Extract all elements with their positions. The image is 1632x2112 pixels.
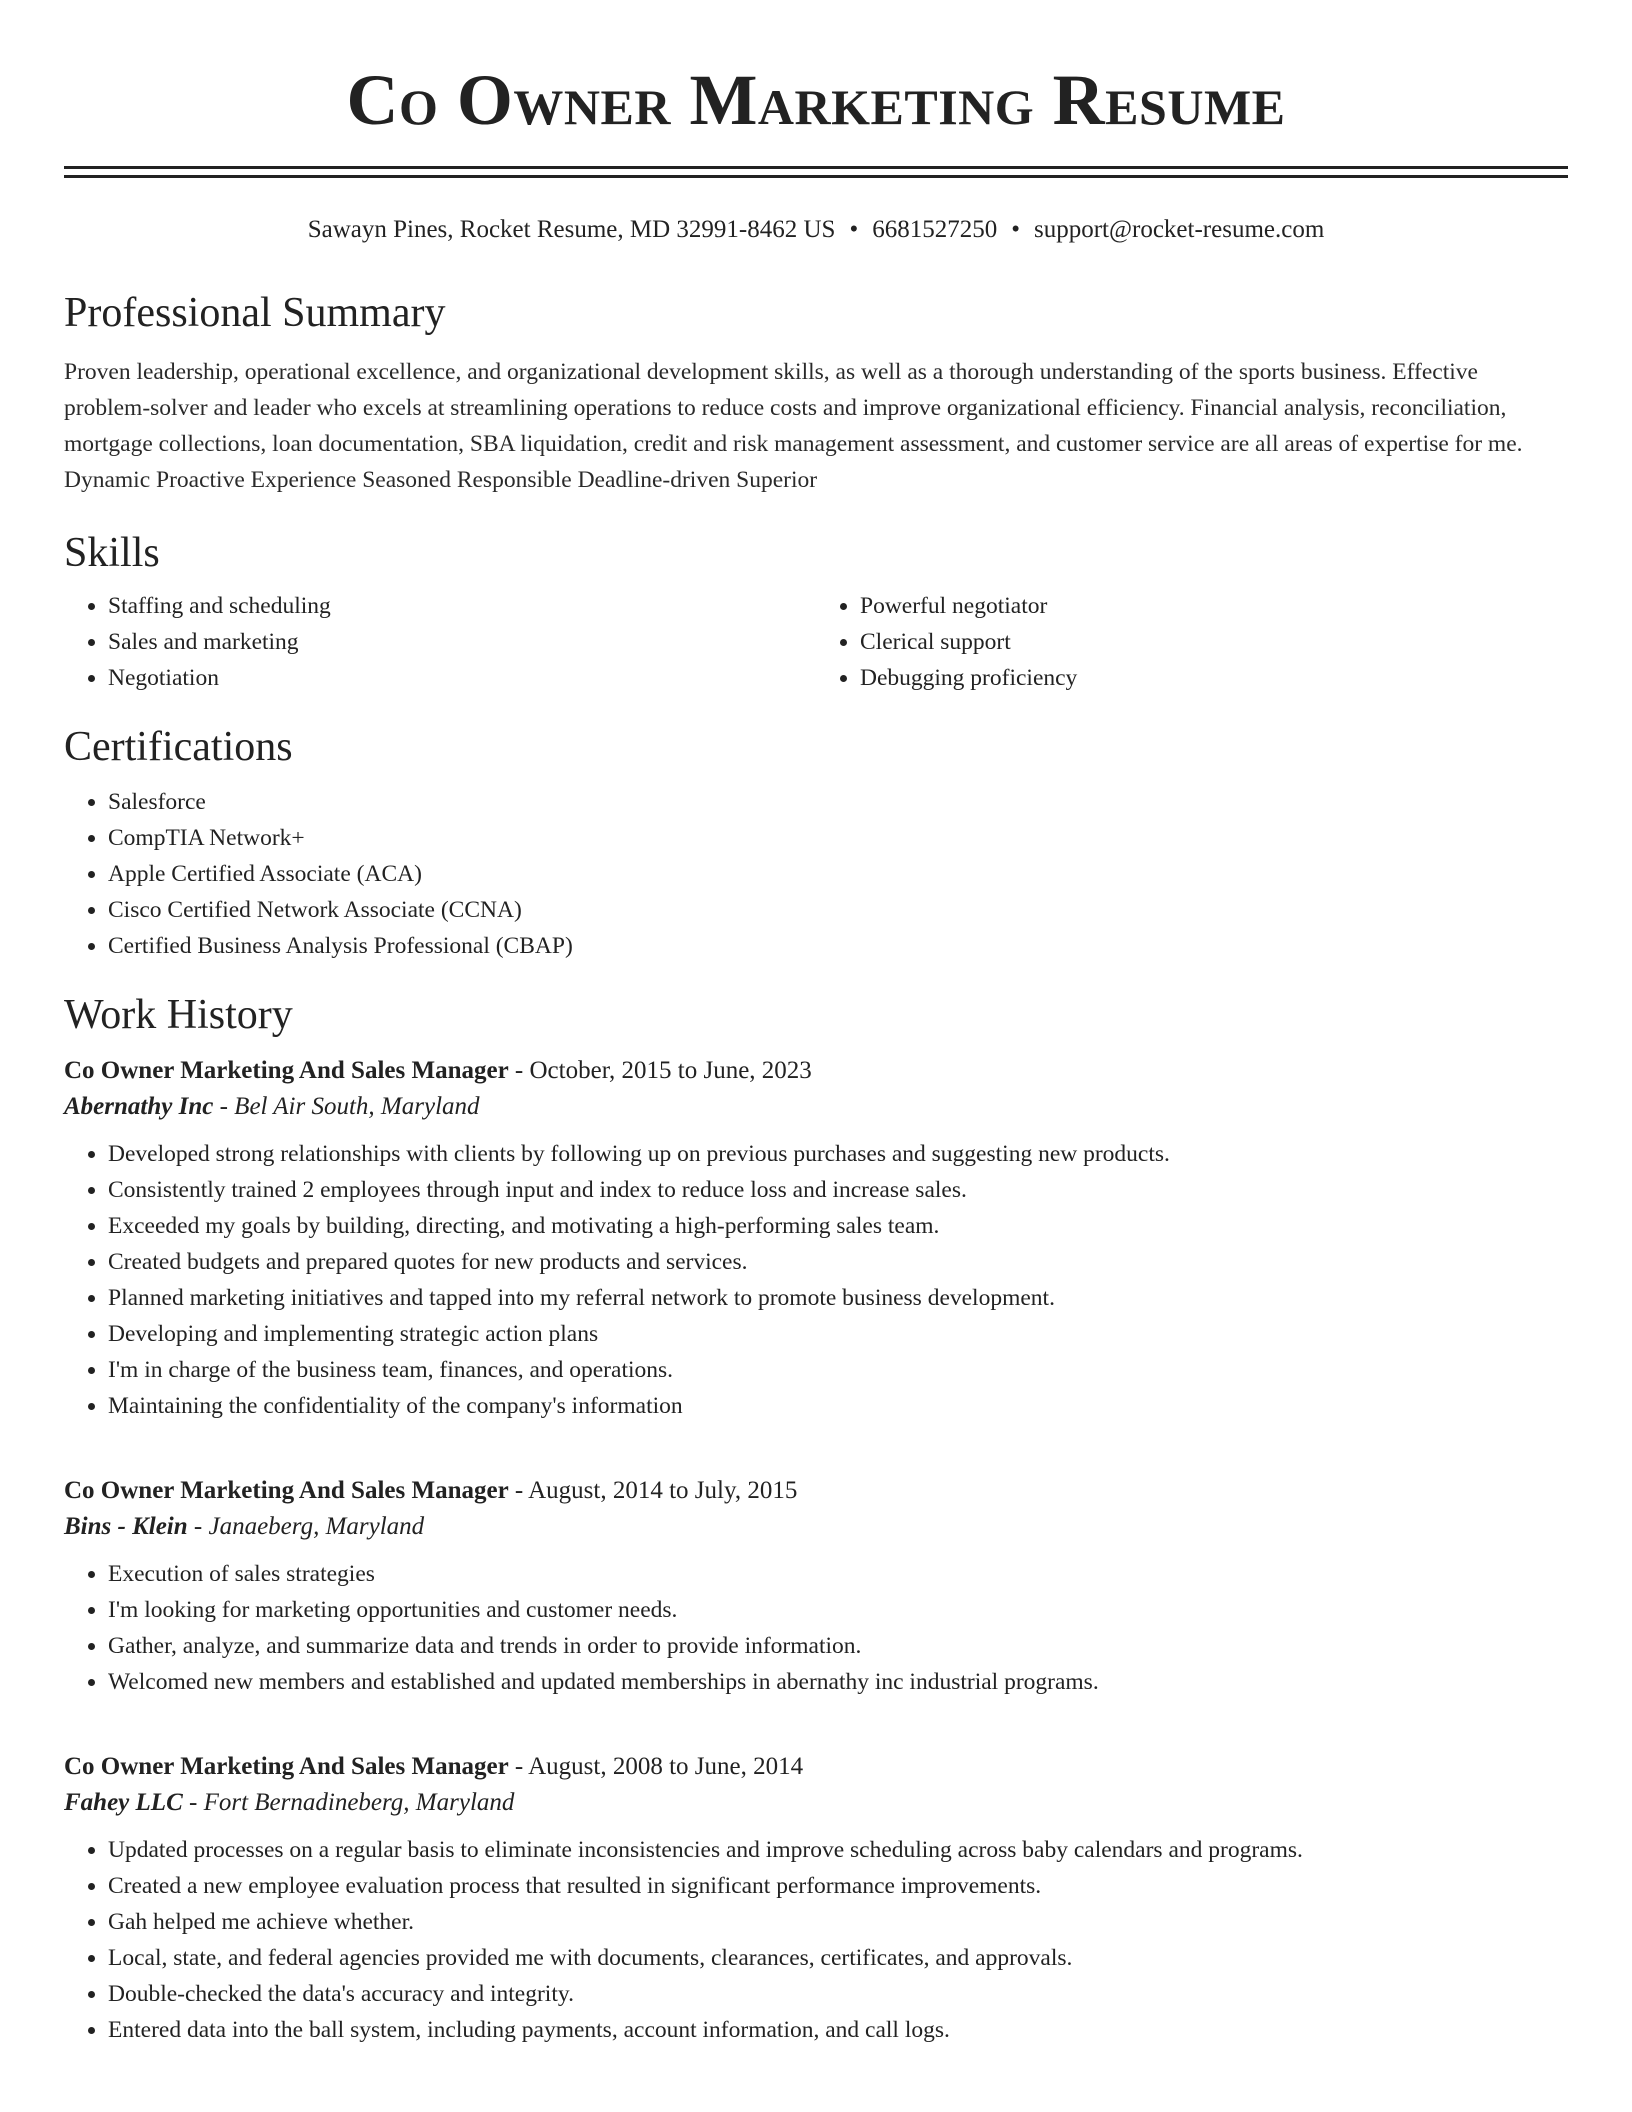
job-company: Fahey LLC (64, 1789, 183, 1816)
work-history-section (64, 990, 1568, 2048)
certification-item: • Apple Certified Associate (ACA) (108, 856, 1568, 892)
certifications-list (64, 784, 1568, 964)
skills-section (64, 528, 1568, 696)
job-company-line (64, 1508, 1568, 1546)
job-bullets (64, 1832, 1568, 2048)
certifications-heading: Certifications (64, 724, 293, 770)
job-bullet: • Developed strong relationships with clients by following up on previous purchases and suggesting new products. (108, 1136, 1568, 1172)
job-title: Co Owner Marketing And Sales Manager (64, 1477, 509, 1504)
summary-text: Proven leadership, operational excellence, and organizational development skills, as well as a thorough understanding of the sports business. Effective problem-solver and leader who excels at streamlining operations to reduce costs and improve organizational efficiency. Financial analysis, reconciliation, mortgage collections, loan documentation, SBA liquidation, credit and risk management assessment, and customer service are all areas of expertise for me. Dynamic Proactive Experience Seasoned Responsible Deadline-driven Superior (64, 359, 1523, 493)
certification-item: • CompTIA Network+ (108, 820, 1568, 856)
skill-item: • Sales and marketing (108, 624, 816, 660)
job-company: Bins - Klein (64, 1513, 188, 1540)
job-bullets (64, 1556, 1568, 1700)
job-bullet: • I'm in charge of the business team, finances, and operations. (108, 1352, 1568, 1388)
certification-item: • Salesforce (108, 784, 1568, 820)
job-bullet: • Created a new employee evaluation process that resulted in significant performance improvements. (108, 1868, 1568, 1904)
job-dates: - October, 2015 to June, 2023 (508, 1057, 812, 1084)
contact-phone: 6681527250 (872, 216, 998, 243)
skill-item: • Clerical support (860, 624, 1568, 660)
contact-separator: • (1011, 216, 1020, 243)
job-entry (64, 1474, 1568, 1700)
certification-item: • Cisco Certified Network Associate (CCNA) (108, 892, 1568, 928)
job-bullet: • Exceeded my goals by building, directing, and motivating a high-performing sales team. (108, 1208, 1568, 1244)
job-bullet: • Double-checked the data's accuracy and integrity. (108, 1976, 1568, 2012)
skills-heading: Skills (64, 530, 160, 576)
skills-list-left (64, 588, 816, 696)
job-bullets (64, 1136, 1568, 1424)
job-title: Co Owner Marketing And Sales Manager (64, 1753, 509, 1780)
title-rule-top (64, 166, 1568, 169)
job-bullet: • Developing and implementing strategic action plans (108, 1316, 1568, 1352)
title-rule-bottom (64, 175, 1568, 178)
job-bullet: • Entered data into the ball system, including payments, account information, and call logs. (108, 2012, 1568, 2048)
summary-section (64, 288, 1568, 498)
resume-title: Co Owner Marketing Resume (346, 60, 1286, 140)
job-bullet: • Gather, analyze, and summarize data and trends in order to provide information. (108, 1628, 1568, 1664)
job-title-line (64, 1474, 1568, 1508)
contact-line (64, 214, 1568, 246)
job-location: - Bel Air South, Maryland (213, 1093, 480, 1120)
job-bullet: • Consistently trained 2 employees through input and index to reduce loss and increase sales. (108, 1172, 1568, 1208)
job-bullet: • Planned marketing initiatives and tapped into my referral network to promote business development. (108, 1280, 1568, 1316)
job-bullet: • Updated processes on a regular basis to eliminate inconsistencies and improve scheduling across baby calendars and programs. (108, 1832, 1568, 1868)
contact-address: Sawayn Pines, Rocket Resume, MD 32991-8462 US (307, 216, 836, 243)
certification-item: • Certified Business Analysis Professional (CBAP) (108, 928, 1568, 964)
job-entry (64, 1750, 1568, 2048)
skill-item: • Powerful negotiator (860, 588, 1568, 624)
summary-heading: Professional Summary (64, 290, 446, 336)
job-location: - Fort Bernadineberg, Maryland (182, 1789, 515, 1816)
job-bullet: • I'm looking for marketing opportunities and customer needs. (108, 1592, 1568, 1628)
job-title-line (64, 1054, 1568, 1088)
skill-item: • Debugging proficiency (860, 660, 1568, 696)
job-dates: - August, 2014 to July, 2015 (508, 1477, 798, 1504)
resume-page (64, 0, 1568, 2048)
job-bullet: • Gah helped me achieve whether. (108, 1904, 1568, 1940)
certifications-section (64, 722, 1568, 964)
job-entry (64, 1054, 1568, 1424)
job-company: Abernathy Inc (64, 1093, 214, 1120)
job-bullet: • Created budgets and prepared quotes for new products and services. (108, 1244, 1568, 1280)
skills-list-right (816, 588, 1568, 696)
skill-item: • Staffing and scheduling (108, 588, 816, 624)
work-history-heading: Work History (64, 992, 293, 1038)
job-bullet: • Welcomed new members and established and updated memberships in abernathy inc industrial programs. (108, 1664, 1568, 1700)
job-title-line (64, 1750, 1568, 1784)
skill-item: • Negotiation (108, 660, 816, 696)
job-location: - Janaeberg, Maryland (187, 1513, 425, 1540)
job-bullet: • Execution of sales strategies (108, 1556, 1568, 1592)
skills-columns (64, 588, 1568, 696)
job-title: Co Owner Marketing And Sales Manager (64, 1057, 509, 1084)
job-company-line (64, 1088, 1568, 1126)
job-bullet: • Maintaining the confidentiality of the company's information (108, 1388, 1568, 1424)
contact-separator: • (849, 216, 859, 243)
job-company-line (64, 1784, 1568, 1822)
job-dates: - August, 2008 to June, 2014 (508, 1753, 804, 1780)
contact-email: support@rocket-resume.com (1033, 216, 1325, 243)
job-bullet: • Local, state, and federal agencies provided me with documents, clearances, certificates, and approvals. (108, 1940, 1568, 1976)
